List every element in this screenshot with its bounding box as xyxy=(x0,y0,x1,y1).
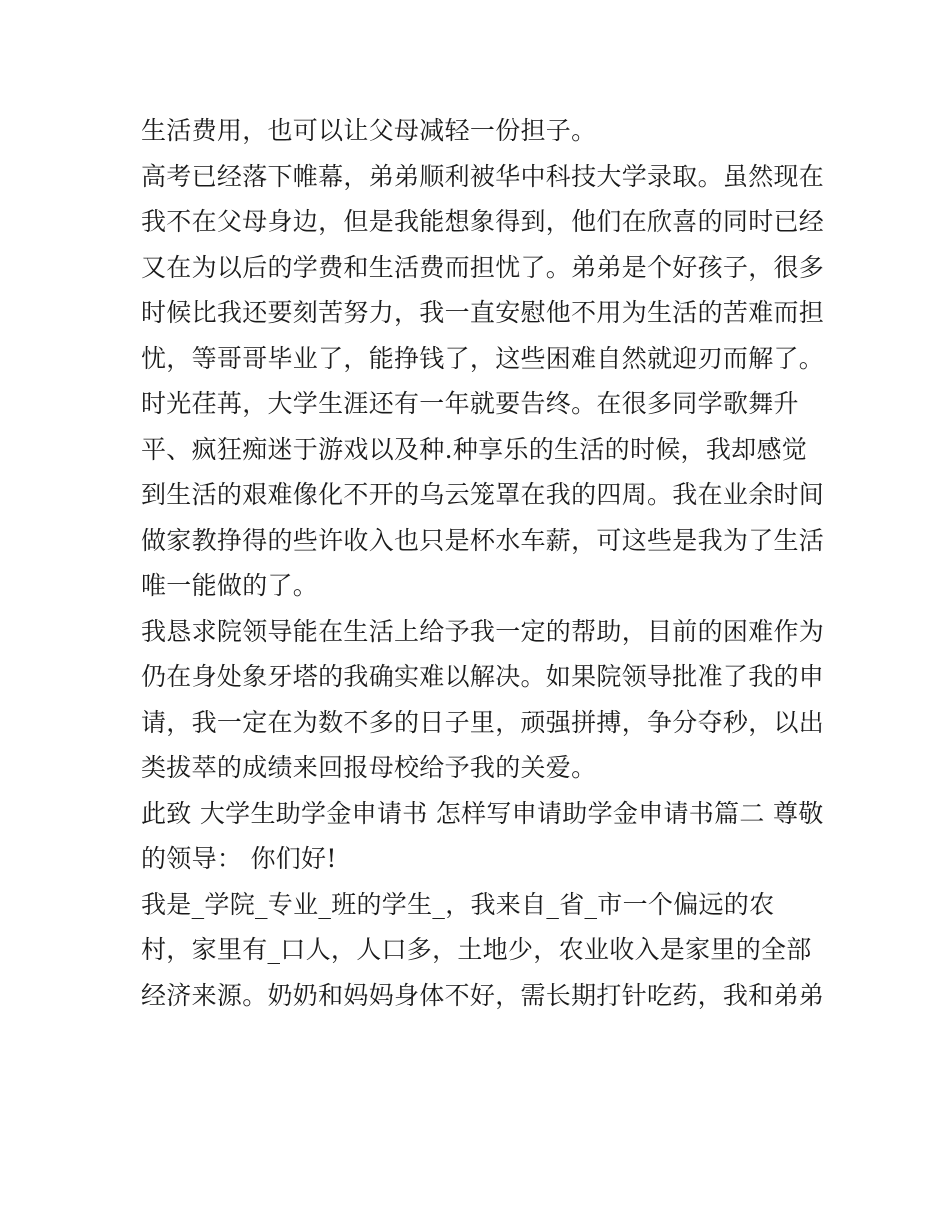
text-line: 经济来源。奶奶和妈妈身体不好，需长期打针吃药，我和弟弟 xyxy=(141,980,825,1010)
text-line: 仍在身处象牙塔的我确实难以解决。如果院领导批准了我的申 xyxy=(141,662,825,691)
text-line: 唯一能做的了。 xyxy=(141,571,319,600)
document-body xyxy=(141,108,825,1018)
text-line: 生活费用，也可以让父母减轻一份担子。 xyxy=(141,116,597,145)
text-line: 做家教挣得的些许收入也只是杯水车薪，可这些是我为了生活 xyxy=(141,525,825,555)
text-line: 时光荏苒，大学生涯还有一年就要告终。在很多同学歌舞升 xyxy=(141,389,799,418)
text-line: 我是_学院_专业_班的学生_，我来自_省_市一个偏远的农 xyxy=(141,889,775,919)
text-line: 村，家里有_口人，人口多，土地少，农业收入是家里的全部 xyxy=(141,935,812,964)
text-line: 忧，等哥哥毕业了，能挣钱了，这些困难自然就迎刃而解了。 xyxy=(141,343,825,373)
text-line: 时候比我还要刻苦努力，我一直安慰他不用为生活的苦难而担 xyxy=(141,298,825,327)
text-line: 我恳求院领导能在生活上给予我一定的帮助，目前的困难作为 xyxy=(141,616,825,646)
text-line: 又在为以后的学费和生活费而担忧了。弟弟是个好孩子，很多 xyxy=(141,252,825,282)
text-line: 到生活的艰难像化不开的乌云笼罩在我的四周。我在业余时间 xyxy=(141,480,825,509)
text-line: 高考已经落下帷幕，弟弟顺利被华中科技大学录取。虽然现在 xyxy=(141,161,825,191)
text-line: 此致 大学生助学金申请书 怎样写申请助学金申请书篇二 尊敬 xyxy=(141,798,824,828)
text-line: 类拔萃的成绩来回报母校给予我的关爱。 xyxy=(141,753,597,782)
text-line: 请，我一定在为数不多的日子里，顽强拼搏，争分夺秒，以出 xyxy=(141,707,825,737)
text-line: 平、疯狂痴迷于游戏以及种.种享乐的生活的时候，我却感觉 xyxy=(141,434,808,464)
text-line: 的领导： 你们好! xyxy=(141,844,337,873)
text-line: 我不在父母身边，但是我能想象得到，他们在欣喜的同时已经 xyxy=(141,207,825,236)
